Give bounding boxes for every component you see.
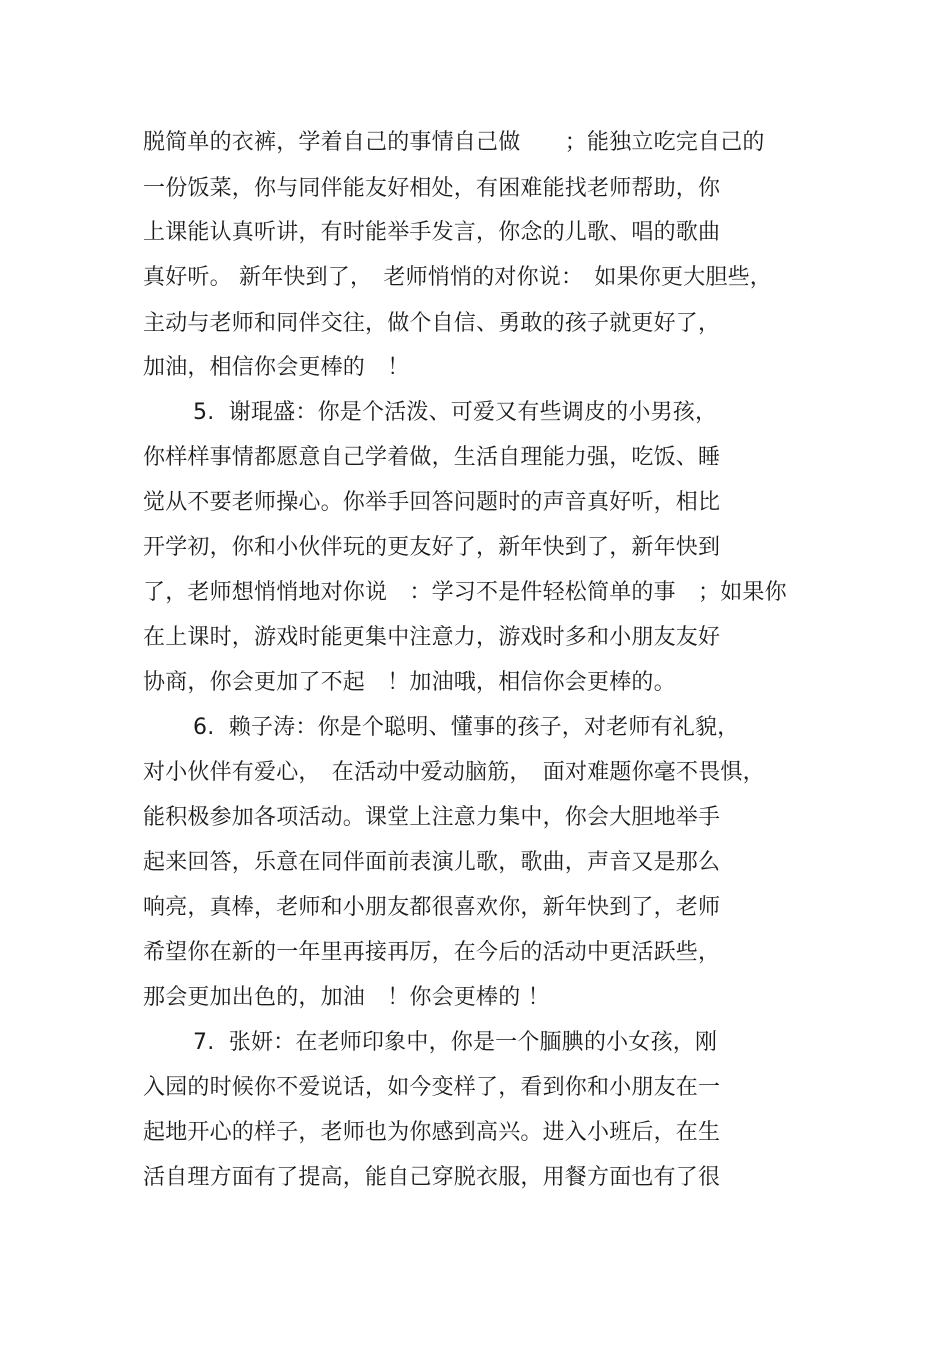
text-line: 在上课时，游戏时能更集中注意力，游戏时多和小朋友友好 [143,625,721,650]
item-heading-line: 7. 张妍：在老师印象中，你是一个腼腆的小女孩，刚 [193,1030,718,1055]
text-line: 能积极参加各项活动。课堂上注意力集中，你会大胆地举手 [143,805,721,830]
text-line: 那会更加出色的，加油 ！你会更棒的 ！ [143,985,550,1010]
text-line: 开学初，你和小伙伴玩的更友好了，新年快到了，新年快到 [143,535,721,560]
text-line: 脱简单的衣裤，学着自己的事情自己做 ；能独立吃完自己的 [143,130,765,155]
text-line: 上课能认真听讲，有时能举手发言，你念的儿歌、唱的歌曲 [143,220,721,245]
text-line: 了，老师想悄悄地对你说 ：学习不是件轻松简单的事 ；如果你 [143,580,787,605]
text-line: 真好听。 新年快到了， 老师悄悄的对你说： 如果你更大胆些， [143,265,772,290]
text-line: 觉从不要老师操心。你举手回答问题时的声音真好听，相比 [143,490,721,515]
text-line: 响亮，真棒，老师和小朋友都很喜欢你，新年快到了，老师 [143,895,721,920]
text-line: 加油，相信你会更棒的 ！ [143,355,410,380]
text-line: 活自理方面有了提高，能自己穿脱衣服，用餐方面也有了很 [143,1165,721,1190]
text-line: 对小伙伴有爱心， 在活动中爱动脑筋， 面对难题你毫不畏惧， [143,760,765,785]
text-line: 起来回答，乐意在同伴面前表演儿歌，歌曲，声音又是那么 [143,850,721,875]
item-heading-line: 6. 赖子涛：你是个聪明、懂事的孩子，对老师有礼貌， [193,715,740,740]
text-line: 你样样事情都愿意自己学着做，生活自理能力强，吃饭、睡 [143,445,721,470]
text-line: 一份饭菜，你与同伴能友好相处，有困难能找老师帮助，你 [143,176,721,201]
text-line: 主动与老师和同伴交往，做个自信、勇敢的孩子就更好了， [143,311,721,336]
text-line: 希望你在新的一年里再接再厉，在今后的活动中更活跃些， [143,940,721,965]
text-line: 协商，你会更加了不起 ！加油哦，相信你会更棒的。 [143,670,676,695]
text-line: 起地开心的样子，老师也为你感到高兴。进入小班后，在生 [143,1120,721,1145]
item-heading-line: 5. 谢琨盛：你是个活泼、可爱又有些调皮的小男孩， [193,400,718,425]
text-line: 入园的时候你不爱说话，如今变样了，看到你和小朋友在一 [143,1075,721,1100]
